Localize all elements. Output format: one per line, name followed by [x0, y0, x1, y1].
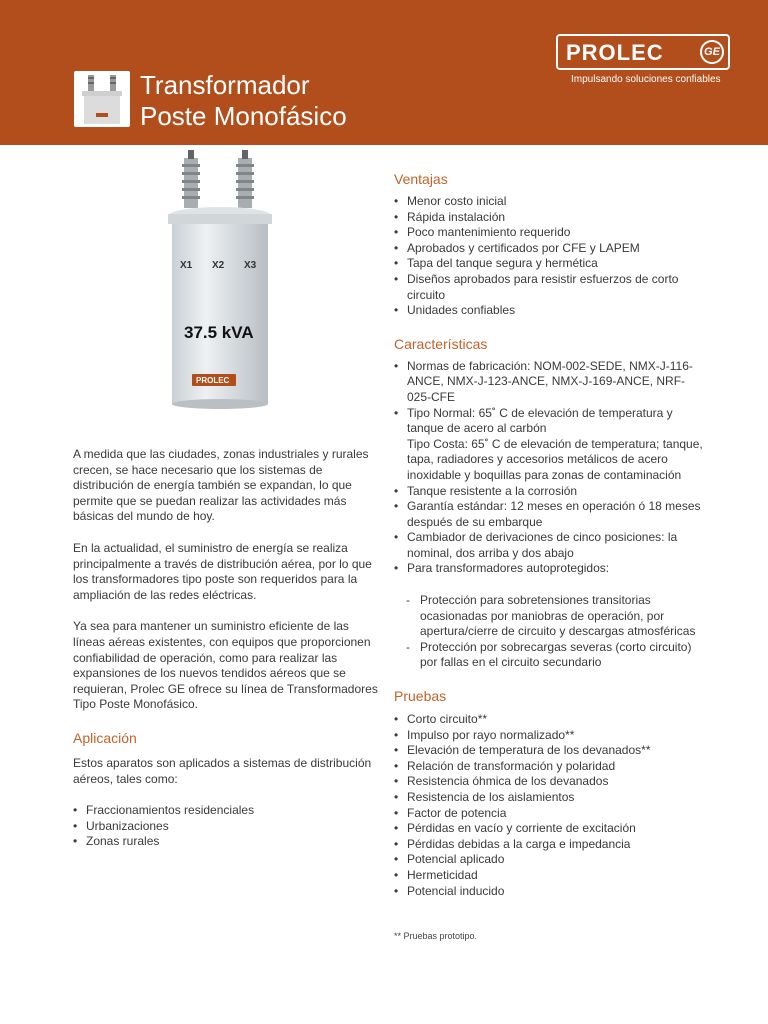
caracteristicas-heading: Características — [394, 335, 488, 352]
tipo-costa-text: Tipo Costa: 65˚ C de elevación de temperatura; tanque, tapa, radiadores y accesorios metálicos de acero inoxidable y boquillas para zonas de contaminación — [407, 436, 703, 482]
list-item: • Garantía estándar: 12 meses en operación ó 18 meses después de su embarque — [394, 499, 704, 530]
intro-paragraph-1: A medida que las ciudades, zonas industriales y rurales crecen, se hace necesario que los sistemas de distribución de energía también se expandan, lo que permite que se puedan realizar las actividades más básicas del mundo de hoy. — [73, 447, 369, 524]
list-item: • Corto circuito** — [394, 712, 704, 728]
list-item: • Fraccionamientos residenciales — [73, 803, 379, 819]
terminal-label-x1: X1 — [180, 260, 193, 271]
list-item: • Potencial inducido — [394, 884, 704, 900]
product-thumbnail — [74, 71, 130, 127]
list-item — [394, 406, 704, 484]
ge-logo-icon: GE — [700, 40, 724, 64]
list-item: - Protección por sobrecargas severas (corto circuito) por fallas en el circuito secundario — [394, 640, 704, 671]
right-column — [394, 170, 704, 945]
intro-paragraph-2: En la actualidad, el suministro de energía se realiza principalmente a través de distribución aérea, por lo que los transformadores tipo poste son requeridos para la ampliación de las redes eléctricas. — [73, 540, 372, 602]
list-item: • Pérdidas debidas a la carga e impedancia — [394, 837, 704, 853]
transformer-thumbnail-image — [74, 71, 130, 127]
caracteristicas-list — [394, 359, 704, 577]
list-item: • Zonas rurales — [73, 834, 379, 850]
transformer-product-image — [158, 150, 282, 410]
header-banner — [0, 0, 768, 145]
list-item: • Impulso por rayo normalizado** — [394, 728, 704, 744]
list-item: - Protección para sobretensiones transitorias ocasionadas por maniobras de operación, por apertura/cierre de circuito y descargas atmosféricas — [394, 593, 704, 640]
terminal-label-x3: X3 — [244, 260, 257, 271]
list-item: • Potencial aplicado — [394, 852, 704, 868]
list-item: • Factor de potencia — [394, 806, 704, 822]
list-item: • Aprobados y certificados por CFE y LAPEM — [394, 241, 704, 257]
list-item: • Pérdidas en vacío y corriente de excitación — [394, 821, 704, 837]
pruebas-heading: Pruebas — [394, 688, 447, 705]
ventajas-list — [394, 194, 704, 319]
rating-label: 37.5 kVA — [184, 323, 254, 342]
logo-text: PROLEC — [566, 40, 664, 65]
tipo-normal-text: Tipo Normal: 65˚ C de elevación de temperatura y tanque de acero al carbón — [407, 405, 673, 436]
plate-logo: PROLEC — [196, 376, 230, 385]
list-item: • Tanque resistente a la corrosión — [394, 484, 704, 500]
tagline: Impulsando soluciones confiables — [571, 74, 721, 85]
intro-paragraph-3: Ya sea para mantener un suministro eficiente de las líneas aéreas existentes, con equipos que proporcionen confiabilidad de operación, como para realizar las expansiones de los nuevos tendidos aéreos que se requieran, Prolec GE ofrece su línea de Transformadores Tipo Poste Monofásico. — [73, 619, 378, 712]
aplicacion-text: Estos aparatos son aplicados a sistemas de distribución aéreos, tales como: — [73, 755, 372, 786]
list-item: • Cambiador de derivaciones de cinco posiciones: la nominal, dos arriba y dos abajo — [394, 530, 704, 561]
list-item: • Resistencia de los aislamientos — [394, 790, 704, 806]
page-title — [140, 70, 347, 132]
ventajas-heading: Ventajas — [394, 171, 448, 187]
title-line-1: Transformador — [140, 70, 310, 100]
list-item: • Urbanizaciones — [73, 819, 379, 835]
aplicacion-list — [73, 803, 379, 850]
list-item: • Hermeticidad — [394, 868, 704, 884]
list-item: • Diseños aprobados para resistir esfuerzos de corto circuito — [394, 272, 704, 303]
list-item: • Poco mantenimiento requerido — [394, 225, 704, 241]
list-item: • Tapa del tanque segura y hermética — [394, 256, 704, 272]
left-column — [73, 447, 379, 850]
list-item: • Resistencia óhmica de los devanados — [394, 774, 704, 790]
list-item: • Relación de transformación y polaridad — [394, 759, 704, 775]
list-item: • Normas de fabricación: NOM-002-SEDE, NMX-J-116-ANCE, NMX-J-123-ANCE, NMX-J-169-ANCE, NRF-025-CFE — [394, 359, 704, 406]
list-item: • Elevación de temperatura de los devanados** — [394, 743, 704, 759]
footnote: ** Pruebas prototipo. — [394, 931, 478, 942]
list-item: • Menor costo inicial — [394, 194, 704, 210]
title-line-2: Poste Monofásico — [140, 101, 347, 131]
list-item: • Para transformadores autoprotegidos: — [394, 561, 704, 577]
aplicacion-heading: Aplicación — [73, 729, 137, 746]
autoprotegidos-list — [394, 593, 704, 671]
pruebas-list — [394, 712, 704, 899]
prolec-logo — [556, 34, 730, 70]
terminal-label-x2: X2 — [212, 260, 225, 271]
list-item: • Unidades confiables — [394, 303, 704, 319]
list-item: • Rápida instalación — [394, 210, 704, 226]
